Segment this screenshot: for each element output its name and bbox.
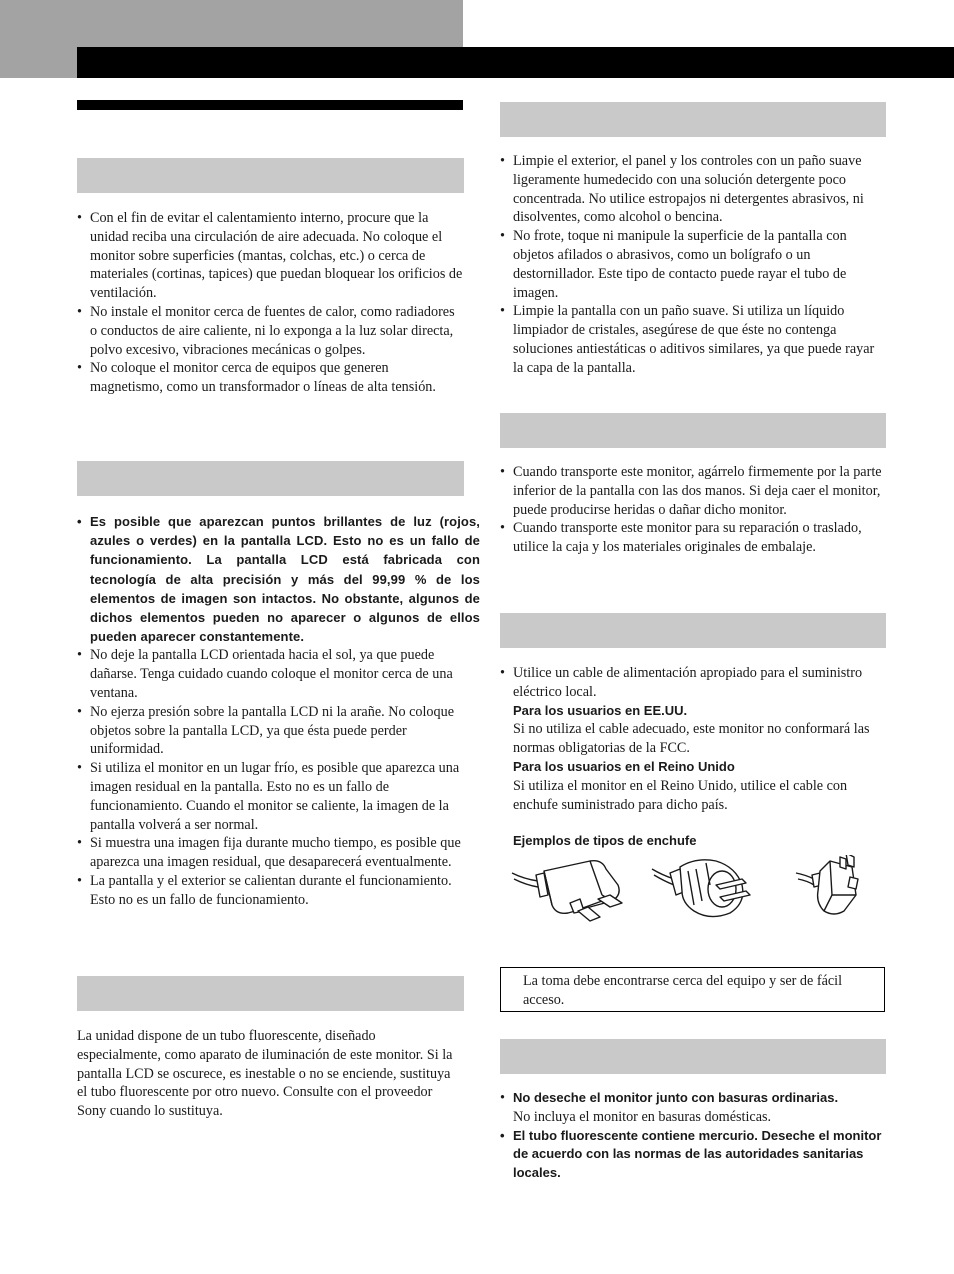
- list-item: • No frote, toque ni manipule la superficie de la pantalla con objetos afilados o abrasivos, como un bolígrafo o un destornillador. Este tipo de contacto puede rayar el tubo de imagen.: [500, 227, 887, 302]
- list-item: [500, 664, 887, 851]
- section-rule: [77, 100, 463, 110]
- list-item: • No instale el monitor cerca de fuentes de calor, como radiadores o conductos de aire caliente, ni lo exponga a la luz solar directa, polvo excesivo, vibraciones mecánicas o golpes.: [77, 303, 464, 359]
- power-cord-section: [500, 664, 887, 851]
- transport-section: [500, 463, 887, 557]
- section-header-installation: [77, 158, 464, 193]
- fluorescent-section: [77, 1027, 462, 1121]
- list-item: • Si muestra una imagen fija durante mucho tiempo, es posible que aparezca una imagen residual, que desaparecerá eventualmente.: [77, 834, 480, 872]
- disposal-bold-1: • No deseche el monitor junto con basuras ordinarias.: [513, 1090, 839, 1105]
- list-item: • No deje la pantalla LCD orientada hacia el sol, ya que puede dañarse. Tenga cuidado cuando coloque el monitor cerca de una ventana.: [77, 646, 480, 702]
- section-header-disposal: [500, 1039, 886, 1074]
- round-pin-plug-icon: [652, 860, 750, 917]
- list-item: • Con el fin de evitar el calentamiento interno, procure que la unidad reciba una circulación de aire adecuada. No coloque el monitor sobre superficies (mantas, colchas, etc.) o cerca de materiales (cortinas, tapices) que puedan bloquear los orificios de ventilación.: [77, 209, 464, 303]
- section-header-transport: [500, 413, 886, 448]
- lcd-section: [77, 512, 480, 910]
- us-users-label: Para los usuarios en EE.UU.: [513, 702, 688, 718]
- paragraph: La unidad dispone de un tubo fluorescente, diseñado especialmente, como aparato de iluminación de este monitor. Si la pantalla LCD se oscurece, es inestable o no se enciende, sustituya el tubo fluorescente por otro nuevo. Consulte con el proveedor Sony cuando lo sustituya.: [77, 1028, 453, 1120]
- us-users-text: Si no utiliza el cable adecuado, este monitor no conformará las normas obligatorias de la FCC.: [513, 721, 870, 757]
- header-bar: [77, 47, 954, 78]
- note-box: [500, 967, 885, 1012]
- note-text: La toma debe encontrarse cerca del equipo y ser de fácil acceso.: [523, 973, 843, 1008]
- uk-users-label: Para los usuarios en el Reino Unido: [513, 758, 735, 774]
- list-item: • No coloque el monitor cerca de equipos que generen magnetismo, como un transformador o líneas de alta tensión.: [77, 359, 464, 397]
- uk-plug-icon: [796, 855, 858, 914]
- plug-examples-label: Ejemplos de tipos de enchufe: [513, 833, 697, 849]
- list-item: • La pantalla y el exterior se calientan durante el funcionamiento. Esto no es un fallo de funcionamiento.: [77, 872, 480, 910]
- list-item: • Si utiliza el monitor en un lugar frío, es posible que aparezca una imagen residual en la pantalla. Esto no es un fallo de funcionamiento. Cuando el monitor se caliente, la imagen de la pantalla volverá a ser normal.: [77, 759, 480, 834]
- installation-section: [77, 209, 464, 397]
- list-item-bold: • El tubo fluorescente contiene mercurio. Deseche el monitor de acuerdo con las normas de las autoridades sanitarias locales.: [500, 1127, 887, 1183]
- list-item: [500, 1089, 887, 1127]
- list-item: • Limpie la pantalla con un paño suave. Si utiliza un líquido limpiador de cristales, asegúrese de que éste no contenga soluciones antiestáticas o aditivos similares, ya que puede rayar la capa de la pantalla.: [500, 302, 887, 377]
- section-header-lcd: [77, 461, 464, 496]
- disposal-text-1: No incluya el monitor en basuras domésticas.: [513, 1108, 772, 1125]
- disposal-section: [500, 1089, 887, 1183]
- list-item: • Cuando transporte este monitor, agárrelo firmemente por la parte inferior de la pantalla con las dos manos. Si deja caer el monitor, puede producirse heridas o dañar dicho monitor.: [500, 463, 887, 519]
- list-item-text: Utilice un cable de alimentación apropiado para el suministro eléctrico local.: [513, 665, 863, 700]
- cleaning-section: [500, 152, 887, 378]
- list-item: • Cuando transporte este monitor para su reparación o traslado, utilice la caja y los materiales originales de embalaje.: [500, 519, 887, 557]
- us-plug-icon: [512, 861, 622, 921]
- plug-types-illustration: [510, 855, 870, 925]
- list-item: • Limpie el exterior, el panel y los controles con un paño suave ligeramente humedecido con una solución detergente poco concentrada. No utilice estropajos ni detergentes abrasivos, ni disolventes, como alcohol o bencina.: [500, 152, 887, 227]
- uk-users-text: Si utiliza el monitor en el Reino Unido, utilice el cable con enchufe suministrado para dicho país.: [513, 777, 848, 813]
- section-header-fluorescent: [77, 976, 464, 1011]
- section-header-power-cord: [500, 613, 886, 648]
- list-item-bold: • Es posible que aparezcan puntos brillantes de luz (rojos, azules o verdes) en la pantalla LCD. Esto no es un fallo de funcionamiento. La pantalla LCD está fabricada con tecnología de alta precisión y más del 99,99 % de los elementos de imagen son intactos. No obstante, algunos de dichos elementos pueden no aparecer o algunos de ellos pueden aparecer constantemente.: [77, 512, 480, 646]
- section-header-cleaning: [500, 102, 886, 137]
- list-item: • No ejerza presión sobre la pantalla LCD ni la arañe. No coloque objetos sobre la pantalla LCD, ya que ésta puede perder uniformidad.: [77, 703, 480, 759]
